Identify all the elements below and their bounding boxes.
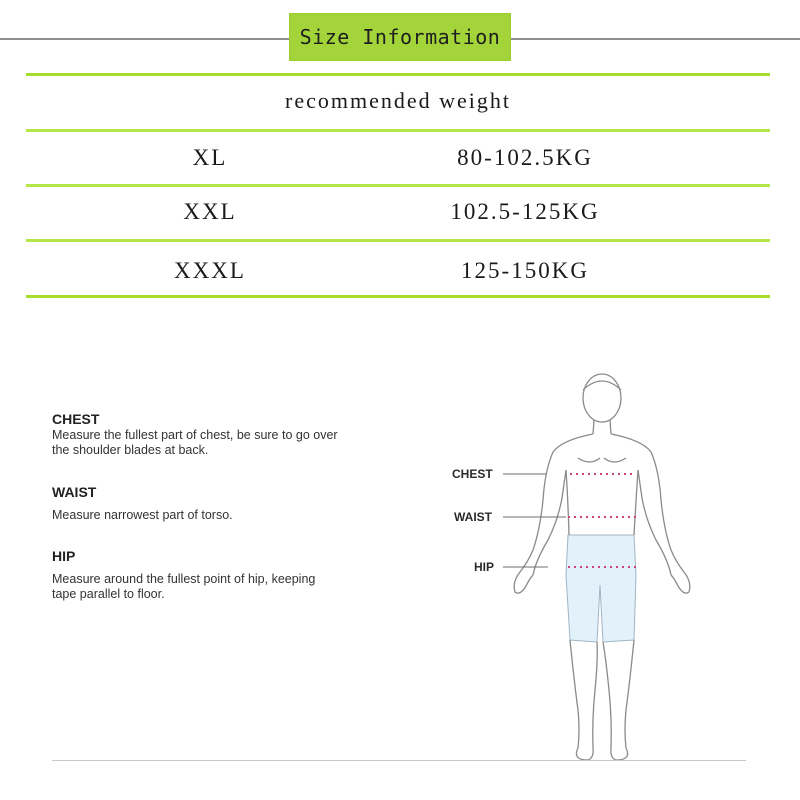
weight-xxxl: 125-150KG bbox=[461, 258, 589, 283]
body-measurement-figure bbox=[440, 360, 740, 770]
figure-waist-label: WAIST bbox=[454, 510, 492, 524]
guide-hip-desc: Measure around the fullest point of hip, keeping tape parallel to floor. bbox=[52, 572, 316, 601]
table-rule bbox=[26, 184, 770, 187]
figure-chest-label: CHEST bbox=[452, 467, 493, 481]
table-rule-bottom bbox=[26, 295, 770, 298]
size-xl: XL bbox=[192, 145, 228, 170]
table-header-recommended-weight: recommended weight bbox=[285, 88, 511, 113]
guide-chest-label: CHEST bbox=[52, 411, 100, 427]
shorts-shape bbox=[566, 535, 636, 642]
weight-xl: 80-102.5KG bbox=[457, 145, 593, 170]
size-xxxl: XXXL bbox=[174, 258, 246, 283]
guide-hip-label: HIP bbox=[52, 548, 76, 564]
size-xxl: XXL bbox=[183, 199, 237, 224]
guide-hip bbox=[52, 549, 342, 602]
figure-hip-label: HIP bbox=[474, 560, 495, 574]
guide-waist-label: WAIST bbox=[52, 484, 97, 500]
guide-waist bbox=[52, 485, 342, 523]
bottom-divider-line bbox=[52, 760, 746, 761]
table-rule bbox=[26, 239, 770, 242]
guide-chest-desc: Measure the fullest part of chest, be sure to go over the shoulder blades at back. bbox=[52, 428, 338, 457]
page-title: Size Information bbox=[289, 13, 511, 61]
guide-chest bbox=[52, 412, 342, 458]
table-rule-top bbox=[26, 73, 770, 76]
table-rule bbox=[26, 129, 770, 132]
guide-waist-desc: Measure narrowest part of torso. bbox=[52, 508, 233, 522]
weight-xxl: 102.5-125KG bbox=[450, 199, 600, 224]
